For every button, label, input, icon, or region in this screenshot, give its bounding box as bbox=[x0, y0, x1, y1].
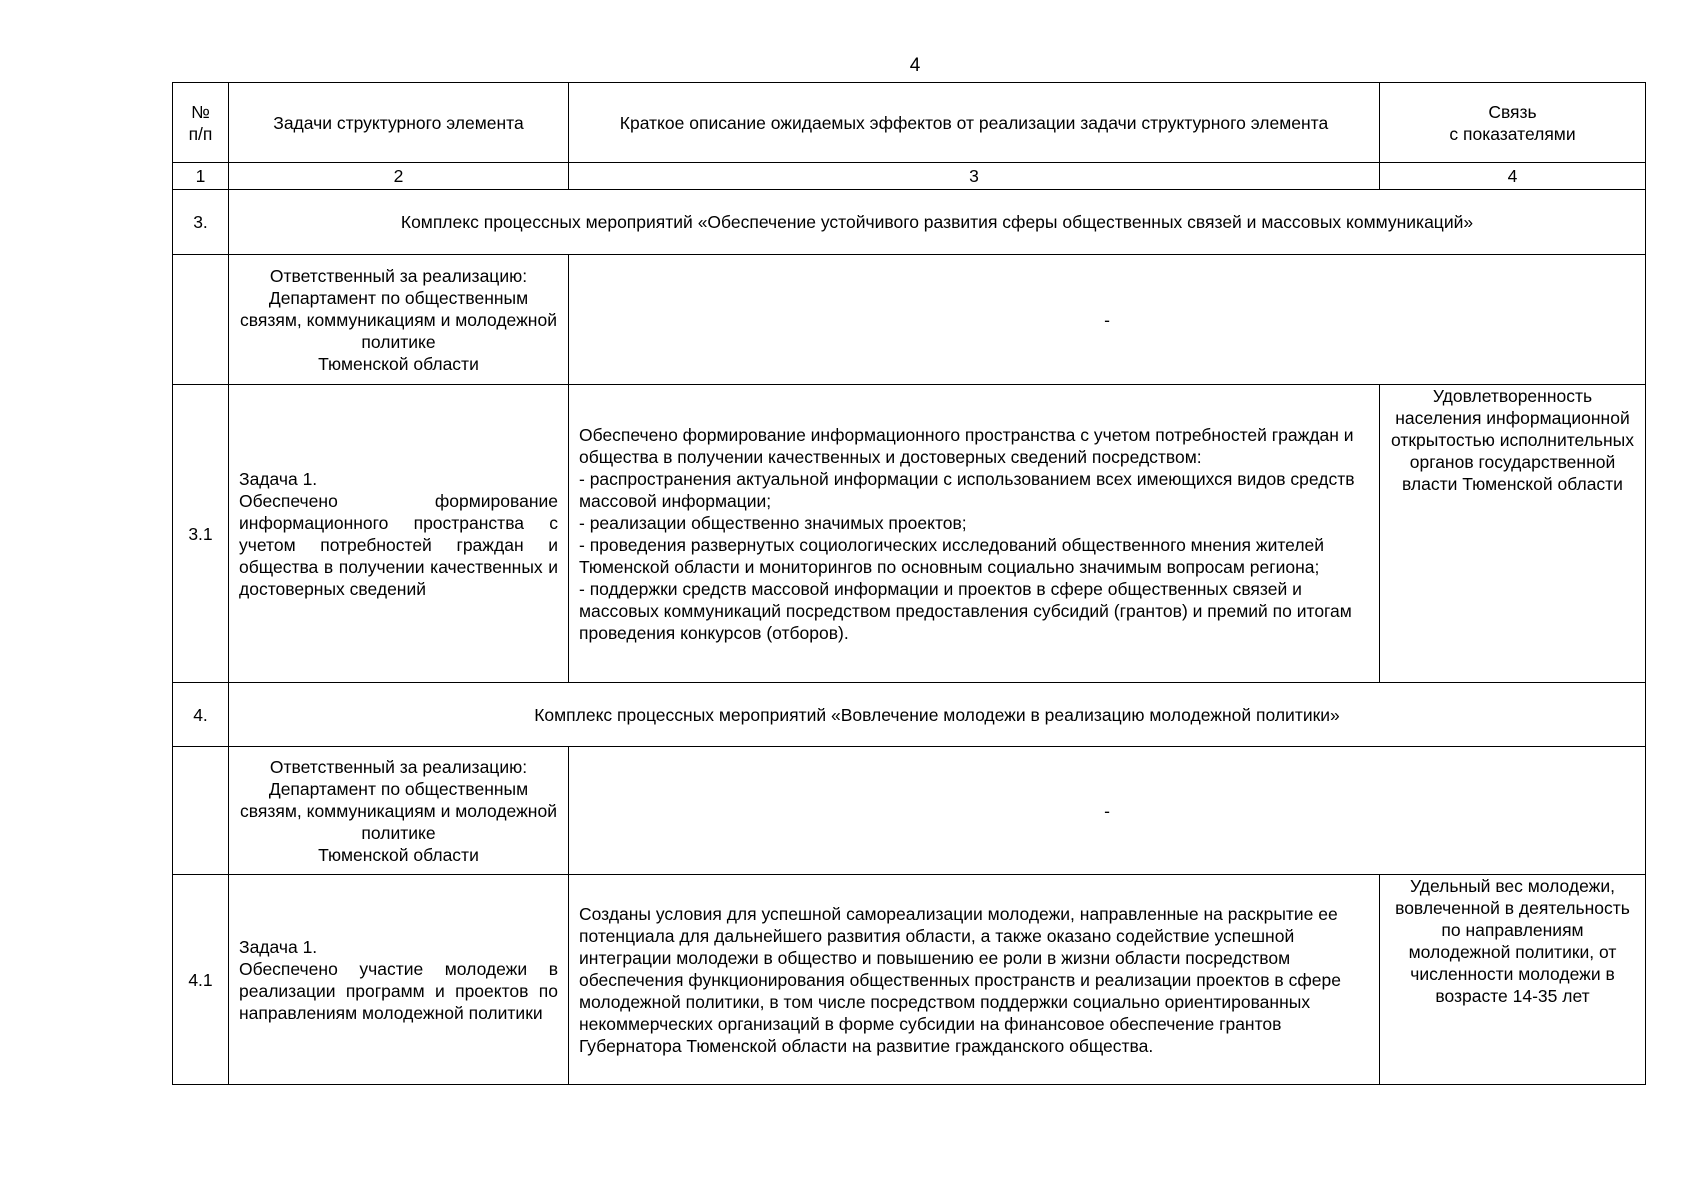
task-heading: Задача 1. bbox=[239, 468, 318, 489]
task-row bbox=[173, 385, 1646, 683]
column-number: 1 bbox=[173, 163, 229, 190]
responsible-text: Ответственный за реализацию: Департамент по общественным связям, коммуникациям и молодежной политике Тюменской области bbox=[229, 747, 569, 875]
responsible-value: - bbox=[569, 747, 1646, 875]
table-header-row bbox=[173, 83, 1646, 163]
section-number: 3. bbox=[173, 190, 229, 255]
column-number: 3 bbox=[569, 163, 1380, 190]
section-number: 4. bbox=[173, 683, 229, 747]
task-text: Обеспечено формирование информационного пространства с учетом потребностей граждан и общества в получении качественных и достоверных сведений bbox=[239, 490, 558, 599]
column-number: 4 bbox=[1380, 163, 1646, 190]
header-indicators: Связь с показателями bbox=[1380, 83, 1646, 163]
task-effects: Обеспечено формирование информационного пространства с учетом потребностей граждан и общества в получении качественных и достоверных сведений посредством: - распространения актуальной информации с использованием всех имеющихся видов средств массовой информации; - реализации общественно значимых проектов; - проведения развернутых социологических исследований общественного мнения жителей Тюменской области и мониторингов по основным социально значимым вопросам региона; - поддержки средств массовой информации и проектов в сфере общественных связей и массовых коммуникаций посредством предоставления субсидий (грантов) и премий по итогам проведения конкурсов (отборов). bbox=[569, 385, 1380, 683]
task-heading: Задача 1. bbox=[239, 936, 318, 957]
page-number: 4 bbox=[909, 55, 921, 76]
task-text: Обеспечено участие молодежи в реализации программ и проектов по направлениям молодежной политики bbox=[239, 958, 558, 1023]
responsible-text: Ответственный за реализацию: Департамент по общественным связям, коммуникациям и молодежной политике Тюменской области bbox=[229, 255, 569, 385]
task-row bbox=[173, 875, 1646, 1085]
column-number: 2 bbox=[229, 163, 569, 190]
section-title: Комплекс процессных мероприятий «Вовлечение молодежи в реализацию молодежной политики» bbox=[229, 683, 1646, 747]
section-title: Комплекс процессных мероприятий «Обеспечение устойчивого развития сферы общественных связей и массовых коммуникаций» bbox=[229, 190, 1646, 255]
header-effects: Краткое описание ожидаемых эффектов от реализации задачи структурного элемента bbox=[569, 83, 1380, 163]
task-indicator: Удовлетворенность населения информационной открытостью исполнительных органов государственной власти Тюменской области bbox=[1380, 385, 1646, 683]
task-number: 3.1 bbox=[173, 385, 229, 683]
responsible-value: - bbox=[569, 255, 1646, 385]
task-number: 4.1 bbox=[173, 875, 229, 1085]
empty-cell bbox=[173, 747, 229, 875]
header-number: № п/п bbox=[173, 83, 229, 163]
empty-cell bbox=[173, 255, 229, 385]
task-effects: Созданы условия для успешной самореализации молодежи, направленные на раскрытие ее потенциала для дальнейшего развития области, а также оказано содействие успешной интеграции молодежи в общество и повышению ее роли в жизни области посредством обеспечения функционирования общественных пространств и реализации проектов в сфере молодежной политики, в том числе посредством поддержки социально ориентированных некоммерческих организаций в форме субсидии на финансовое обеспечение грантов Губернатора Тюменской области на развитие гражданского общества. bbox=[569, 875, 1380, 1085]
task-cell bbox=[229, 385, 569, 683]
section-row bbox=[173, 683, 1646, 747]
task-cell bbox=[229, 875, 569, 1085]
section-row bbox=[173, 190, 1646, 255]
structural-elements-table bbox=[172, 82, 1646, 1085]
task-indicator: Удельный вес молодежи, вовлеченной в деятельность по направлениям молодежной политики, от численности молодежи в возрасте 14-35 лет bbox=[1380, 875, 1646, 1085]
header-tasks: Задачи структурного элемента bbox=[229, 83, 569, 163]
column-numbers-row bbox=[173, 163, 1646, 190]
responsible-row bbox=[173, 255, 1646, 385]
responsible-row bbox=[173, 747, 1646, 875]
